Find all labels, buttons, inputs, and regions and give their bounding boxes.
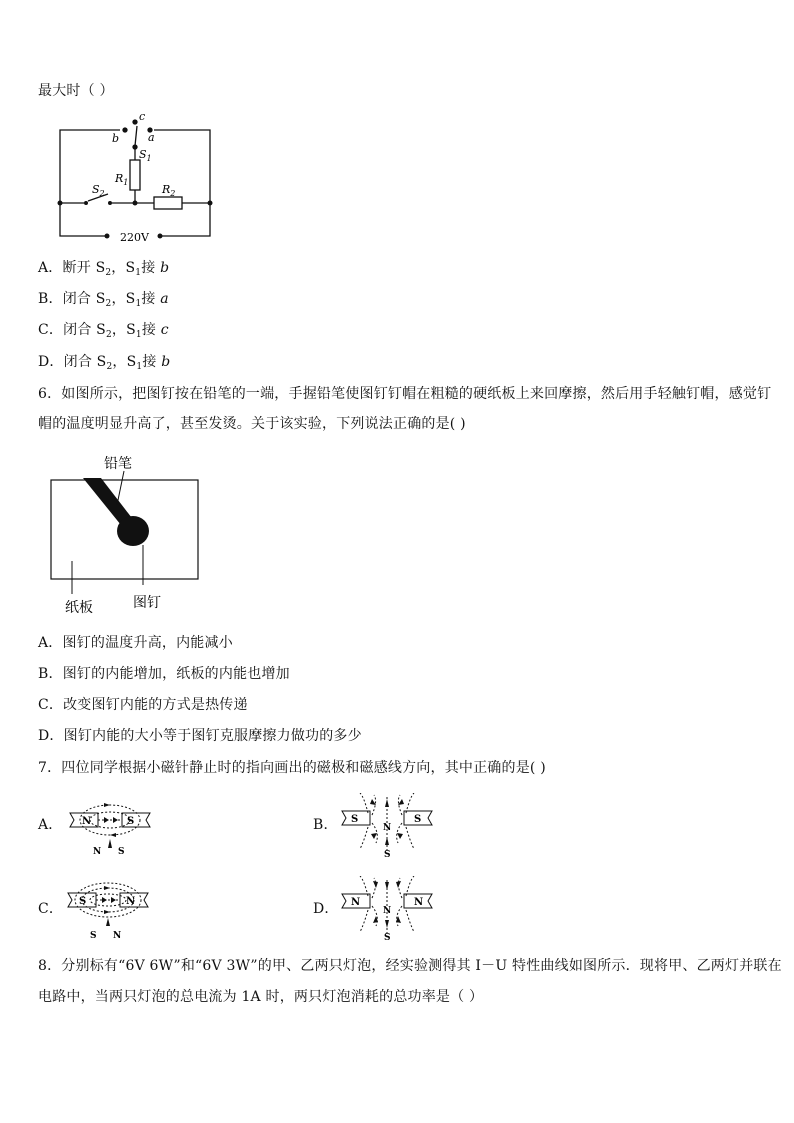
q7-a-needle-top: N [93, 847, 102, 857]
q6-option-a: A．图钉的温度升高，内能减小 [38, 635, 233, 651]
q8-stem-line2: 电路中，当两只灯泡的总电流为 1A 时，两只灯泡消耗的总功率是（ ） [38, 989, 484, 1005]
q5-option-c: C．闭合 $S_2$，$S_1$接 c [38, 322, 169, 340]
q7-c-right-pole: N [126, 896, 136, 907]
q7-d-needle-top: N [383, 906, 392, 916]
q7-option-d-letter: D． [313, 901, 339, 917]
q6-pushpin-figure [45, 450, 210, 615]
q7-b-needle-bottom: S [384, 850, 391, 859]
q5-option-a: A．断开 $S_2$，$S_1$接 b [38, 260, 170, 278]
q5-label-b: b [112, 132, 120, 145]
q7-a-left-pole: N [82, 816, 92, 827]
q5-circuit-diagram [50, 108, 225, 243]
q5-option-d: D．闭合 $S_2$，$S_1$接 b [38, 354, 171, 372]
q7-d-left-pole: N [351, 897, 361, 908]
q5-option-b: B．闭合 $S_2$，$S_1$接 a [38, 291, 169, 309]
q7-d-right-pole: N [414, 897, 424, 908]
q7-c-needle-top: S [90, 931, 97, 941]
q5-label-s1: $S_1$ [139, 148, 152, 163]
q7-a-needle-bottom: S [118, 847, 125, 857]
q6-stem-line1: 6．如图所示，把图钉按在铅笔的一端，手握铅笔使图钉钉帽在粗糙的硬纸板上来回摩擦，然后用手轻触钉帽，感觉钉 [38, 386, 772, 402]
q5-label-s2: $S_2$ [92, 183, 105, 198]
q6-label-pin: 图钉 [133, 595, 161, 611]
q7-option-b-letter: B． [313, 817, 338, 833]
q5-label-c: c [139, 110, 146, 123]
q7-b-right-pole: S [414, 814, 422, 825]
q7-option-c-figure [66, 876, 151, 942]
q7-option-a-letter: A． [38, 817, 63, 833]
q6-stem-line2: 帽的温度明显升高了，甚至发烫。关于该实验，下列说法正确的是( ) [38, 416, 466, 432]
q7-option-c-letter: C． [38, 901, 64, 917]
q5-label-r1: $R_1$ [115, 172, 129, 187]
q6-label-pencil: 铅笔 [104, 456, 132, 472]
q6-option-c: C．改变图钉内能的方式是热传递 [38, 697, 248, 713]
q7-c-left-pole: S [79, 896, 87, 907]
q7-option-a-figure [68, 795, 153, 857]
q5-label-a: a [148, 131, 155, 144]
q5-label-voltage: 220V [120, 231, 149, 243]
q7-c-needle-bottom: N [113, 931, 122, 941]
q6-label-board: 纸板 [65, 600, 93, 615]
q7-d-needle-bottom: S [384, 933, 391, 942]
q7-b-left-pole: S [351, 814, 359, 825]
q7-stem: 7．四位同学根据小磁针静止时的指向画出的磁极和磁感线方向，其中正确的是( ) [38, 760, 546, 776]
q7-option-b-figure [338, 793, 438, 859]
q5-label-r2: $R_2$ [162, 183, 176, 198]
q7-b-needle-top: N [383, 823, 392, 833]
q7-a-right-pole: S [127, 816, 135, 827]
q6-option-b: B．图钉的内能增加，纸板的内能也增加 [38, 666, 290, 682]
q7-option-d-figure [338, 876, 438, 942]
q6-option-d: D．图钉内能的大小等于图钉克服摩擦力做功的多少 [38, 728, 362, 744]
q8-stem-line1: 8．分别标有“6V 6W”和“6V 3W”的甲、乙两只灯泡，经实验测得其 I－U 特性曲线如图所示．现将甲、乙两灯并联在 [38, 958, 782, 974]
q5-stem-tail: 最大时（ ） [38, 83, 114, 99]
